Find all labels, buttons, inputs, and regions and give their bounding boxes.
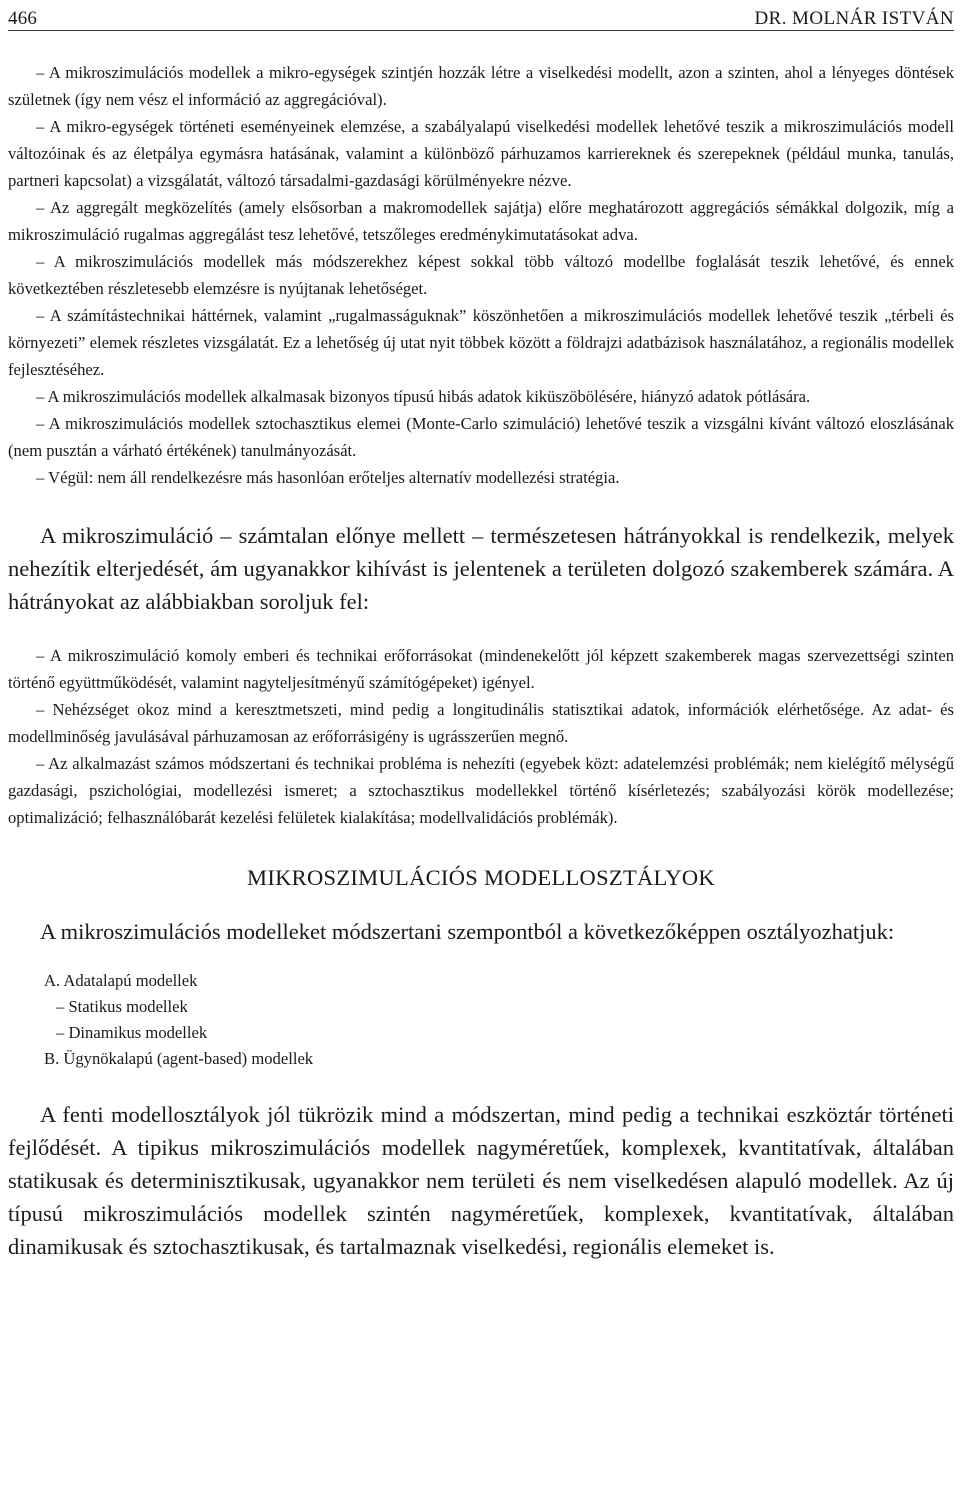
closing-paragraph: A fenti modellosztályok jól tükrözik mind a módszertan, mind pedig a technikai eszköztár történeti fejlődését. A tipikus mikroszimulációs modellek nagyméretűek, komplexek, kvantitatívak, általában statikusak és determinisztikusak, ugyanakkor nem területi és nem viselkedésen alapuló modellek. Az új típusú mikroszimulációs modellek szintén nagyméretűek, komplexek, kvantitatívak, általában dinamikusak és sztochasztikusak, és tartalmaznak viselkedési, regionális elemeket is. bbox=[8, 1102, 954, 1259]
section-heading: MIKROSZIMULÁCIÓS MODELLOSZTÁLYOK bbox=[247, 865, 715, 890]
advantage-item: – A mikroszimulációs modellek más módszerekhez képest sokkal több változó modellbe foglalását teszik lehetővé, és ennek következtében részletesebb elemzésre is nyújtanak lehetőséget. bbox=[8, 252, 954, 298]
class-b-item: B. Ügynökalapú (agent-based) modellek bbox=[44, 1049, 314, 1068]
class-a-item: A. Adatalapú modellek bbox=[44, 971, 198, 990]
disadvantage-item: – A mikroszimuláció komoly emberi és technikai erőforrásokat (mindenekelőtt jól képzett szakemberek magas szervezettségi szinten történő együttműködését, valamint nagyteljesítményű számítógépeket) igényel. bbox=[8, 646, 954, 692]
class-a-dynamic-item: – Dinamikus modellek bbox=[56, 1023, 208, 1042]
classification-intro: A mikroszimulációs modelleket módszertani szempontból a következőképpen osztályozhatjuk: bbox=[40, 919, 895, 944]
advantages-list bbox=[8, 59, 954, 491]
class-a-static-item: – Statikus modellek bbox=[56, 997, 188, 1016]
running-header-author: DR. MOLNÁR ISTVÁN bbox=[754, 8, 954, 29]
document-page bbox=[8, 0, 954, 1263]
transition-paragraph-block bbox=[8, 519, 954, 618]
disadvantages-list bbox=[8, 642, 954, 831]
advantage-item: – A mikroszimulációs modellek alkalmasak bizonyos típusú hibás adatok kiküszöbölésére, hiányzó adatok pótlására. bbox=[36, 387, 811, 406]
advantage-item: – Végül: nem áll rendelkezésre más hasonlóan erőteljes alternatív modellezési stratégia. bbox=[36, 468, 620, 487]
disadvantage-item: – Nehézséget okoz mind a keresztmetszeti, mind pedig a longitudinális statisztikai adatok, információk elérhetősége. Az adat- és modellminőség javulásával párhuzamosan az erőforrásigény is ugrásszerűen megnő. bbox=[8, 700, 954, 746]
advantage-item: – A mikroszimulációs modellek a mikro-egységek szintjén hozzák létre a viselkedési modellt, azon a szinten, ahol a lényeges döntések születnek (így nem vész el információ az aggregációval). bbox=[8, 63, 954, 109]
advantage-item: – A mikro-egységek történeti eseményeinek elemzése, a szabályalapú viselkedési modellek lehetővé teszik a mikroszimulációs modell változóinak és az életpálya egymásra hatásának, valamint a különböző párhuzamos karriereknek és szerepeknek (például munka, tanulás, partneri kapcsolat) a vizsgálatát, változó társadalmi-gazdasági körülményekre nézve. bbox=[8, 117, 954, 190]
advantage-item: – A mikroszimulációs modellek sztochasztikus elemei (Monte-Carlo szimuláció) lehetővé teszik a vizsgálni kívánt változó eloszlásának (nem pusztán a várható értékének) tanulmányozását. bbox=[8, 414, 954, 460]
transition-paragraph: A mikroszimuláció – számtalan előnye mellett – természetesen hátrányokkal is rendelkezik, melyek nehezítik elterjedését, ám ugyanakkor kihívást is jelentenek a területen dolgozó szakemberek számára. A hátrányokat az alábbiakban soroljuk fel: bbox=[8, 523, 954, 614]
page-number: 466 bbox=[8, 8, 38, 29]
running-header bbox=[8, 0, 954, 31]
disadvantage-item: – Az alkalmazást számos módszertani és technikai probléma is nehezíti (egyebek közt: adatelemzési problémák; nem kielégítő mélységű gazdasági, pszichológiai, modellezési ismeret; a sztochasztikus modellekkel történő kísérletezés; szabályozási körök modellezése; optimalizáció; felhasználóbarát kezelési felületek kialakítása; modellvalidációs problémák). bbox=[8, 754, 954, 827]
classification-intro-block bbox=[8, 915, 954, 948]
model-classes-list bbox=[8, 968, 954, 1072]
advantage-item: – Az aggregált megközelítés (amely elsősorban a makromodellek sajátja) előre meghatározott aggregációs sémákkal dolgozik, míg a mikroszimuláció rugalmas aggregálást tesz lehetővé, tetszőleges eredménykimutatásokat adva. bbox=[8, 198, 954, 244]
advantage-item: – A számítástechnikai háttérnek, valamint „rugalmasságuknak” köszönhetően a mikroszimulációs modellek lehetővé teszik „térbeli és környezeti” elemek részletes vizsgálatát. Ez a lehetőség új utat nyit többek között a földrajzi adatbázisok használatához, a regionális modellek fejlesztéséhez. bbox=[8, 306, 954, 379]
closing-paragraph-block bbox=[8, 1098, 954, 1263]
